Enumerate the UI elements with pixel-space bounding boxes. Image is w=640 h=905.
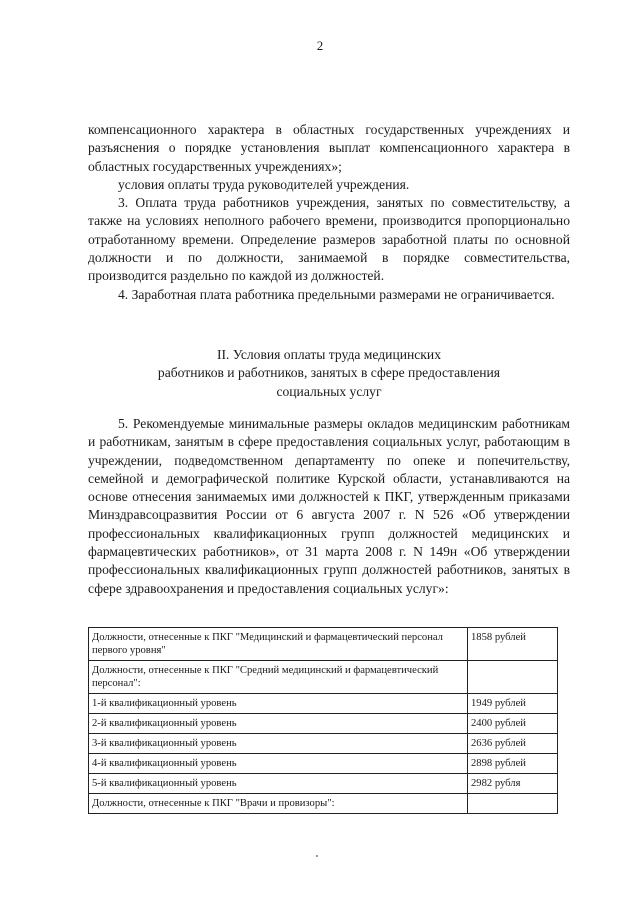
table-cell-salary xyxy=(468,661,558,694)
table-cell-salary xyxy=(468,794,558,814)
paragraph-4: 4. Заработная плата работника предельными размерами не ограничивается. xyxy=(118,286,555,302)
table-row xyxy=(89,661,558,694)
table-cell-salary: 2982 рубля xyxy=(468,774,558,794)
table-cell-position: 1-й квалификационный уровень xyxy=(89,694,468,714)
section-heading-line-1: II. Условия оплаты труда медицинских xyxy=(216,347,441,362)
salary-table xyxy=(88,627,558,814)
paragraph-conditions-heads: условия оплаты труда руководителей учреждения. xyxy=(118,176,410,192)
paragraph-3: 3. Оплата труда работников учреждения, занятых по совместительству, а также на условиях неполного рабочего времени, производится пропорционально отработанному времени. Определение размеров заработной платы по основной должности и по должности, занимаемой в порядке совместительства, производится раздельно по каждой из должностей. xyxy=(88,195,570,284)
table-row xyxy=(89,714,558,734)
table-row xyxy=(89,794,558,814)
table-row xyxy=(89,628,558,661)
table-row xyxy=(89,774,558,794)
table-cell-position: 2-й квалификационный уровень xyxy=(89,714,468,734)
scan-speck xyxy=(316,855,318,857)
section-heading xyxy=(88,346,570,401)
table-cell-position: 5-й квалификационный уровень xyxy=(89,774,468,794)
section-heading-line-3: социальных услуг xyxy=(276,383,382,399)
table-cell-position: Должности, отнесенные к ПКГ "Медицинский и фармацевтический персонал первого уровня" xyxy=(89,628,468,661)
table-cell-position: 4-й квалификационный уровень xyxy=(89,754,468,774)
table-cell-salary: 1858 рублей xyxy=(468,628,558,661)
paragraph-5-block xyxy=(88,415,570,598)
table-row xyxy=(89,694,558,714)
table-cell-position: Должности, отнесенные к ПКГ "Врачи и провизоры": xyxy=(89,794,468,814)
paragraph-5: 5. Рекомендуемые минимальные размеры окладов медицинским работникам и работникам, занятым в сфере предоставления социальных услуг, работающим в учреждении, подведомственном департаменту по опеке и попечительству, семейной и демографической политике Курской области, устанавливаются на основе отнесения занимаемых ими должностей к ПКГ, утвержденным приказами Минздравсоцразвития России от 6 августа 2007 г. N 526 «Об утверждении профессиональных квалификационных групп должностей медицинских и фармацевтических работников», от 31 марта 2008 г. N 149н «Об утверждении профессиональных квалификационных групп должностей работников, занятых в сфере здравоохранения и предоставления социальных услуг»: xyxy=(88,416,570,596)
page-number: 2 xyxy=(316,38,324,53)
top-paragraphs xyxy=(88,121,570,304)
table-row xyxy=(89,754,558,774)
table-cell-salary: 2636 рублей xyxy=(468,734,558,754)
table-cell-salary: 1949 рублей xyxy=(468,694,558,714)
paragraph-continuation: компенсационного характера в областных государственных учреждениях и разъяснения о порядке установления выплат компенсационного характера в областных государственных учреждениях»; xyxy=(88,122,570,174)
table-cell-salary: 2400 рублей xyxy=(468,714,558,734)
section-heading-line-2: работников и работников, занятых в сфере предоставления xyxy=(157,365,501,381)
table-cell-salary: 2898 рублей xyxy=(468,754,558,774)
table-row xyxy=(89,734,558,754)
table-cell-position: Должности, отнесенные к ПКГ "Средний медицинский и фармацевтический персонал": xyxy=(89,661,468,694)
table-cell-position: 3-й квалификационный уровень xyxy=(89,734,468,754)
